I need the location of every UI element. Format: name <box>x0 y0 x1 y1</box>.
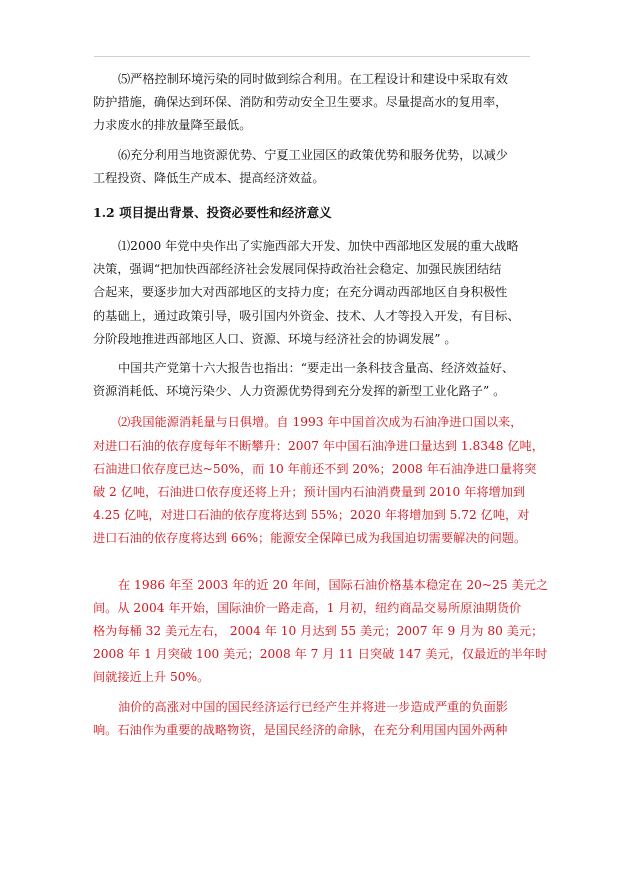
text-line: 资源消耗低、环境污染少、人力资源优势得到充分发挥的新型工业化路子” 。 <box>93 384 506 399</box>
paragraph-western-development <box>93 235 533 351</box>
paragraph-oil-price <box>93 574 549 690</box>
text-line: 油价的高涨对中国的国民经济运行已经产生并将进一步造成严重的负面影 <box>118 699 508 714</box>
text-line: 力求废水的排放量降至最低。 <box>93 118 252 133</box>
text-line: 中国共产党第十六大报告也指出：“要走出一条科技含量高、经济效益好、 <box>118 361 515 376</box>
header-rule <box>94 56 530 57</box>
text-line: 进口石油的依存度将达到 66%；能源安全保障已成为我国迫切需要解决的问题。 <box>93 531 527 546</box>
paragraph-oil-impact <box>93 696 533 742</box>
text-line: 决策，强调“把加快西部经济社会发展同保持政治社会稳定、加强民族团结结 <box>93 262 502 277</box>
text-line: 石油进口依存度已达~50%，而 10 年前还不到 20%；2008 年石油净进口量将突 <box>93 461 537 476</box>
text-line: ⑹充分利用当地资源优势、宁夏工业园区的政策优势和服务优势，以减少 <box>118 147 508 162</box>
paragraph-energy-consumption <box>93 411 544 550</box>
text-line: 破 2 亿吨，石油进口依存度还将上升；预计国内石油消费量到 2010 年将增加到 <box>93 485 526 500</box>
paragraph-sixteenth-congress <box>93 357 533 403</box>
paragraph-pollution-control <box>93 68 533 138</box>
text-line: 工程投资、降低生产成本、提高经济效益。 <box>93 170 325 185</box>
section-heading: 1.2 项目提出背景、投资必要性和经济意义 <box>93 205 332 221</box>
text-line: ⑸严格控制环境污染的同时做到综合利用。在工程设计和建设中采取有效 <box>118 72 508 86</box>
text-line: 4.25 亿吨，对进口石油的依存度将达到 55%；2020 年将增加到 5.72 亿吨，对 <box>93 508 530 523</box>
text-line: ⑵我国能源消耗量与日俱增。自 1993 年中国首次成为石油净进口国以来， <box>118 415 523 430</box>
text-line: 间就接近上升 50%。 <box>93 670 210 685</box>
text-line: ⑴2000 年党中央作出了实施西部大开发、加快中西部地区发展的重大战略 <box>118 239 519 254</box>
text-line: 格为每桶 32 美元左右， 2004 年 10 月达到 55 美元；2007 年 9 月为 80 美元； <box>93 624 544 639</box>
text-line: 合起来，要逐步加大对西部地区的支持力度；在充分调动西部地区自身积极性 <box>93 285 508 300</box>
text-line: 的基础上，通过政策引导，吸引国内外资金、技术、人才等投入开发，有目标、 <box>93 308 520 323</box>
text-line: 对进口石油的依存度每年不断攀升：2007 年中国石油净进口量达到 1.8348 亿吨， <box>93 438 544 453</box>
paragraph-local-advantages <box>93 144 533 190</box>
text-line: 分阶段地推进西部地区人口、资源、环境与经济社会的协调发展” 。 <box>93 331 457 346</box>
text-line: 2008 年 1 月突破 100 美元；2008 年 7 月 11 日突破 147 美元，仅最近的半年时 <box>93 647 548 662</box>
text-line: 在 1986 年至 2003 年的近 20 年间，国际石油价格基本稳定在 20~25 美元之 <box>118 577 549 592</box>
text-line: 防护措施，确保达到环保、消防和劳动安全卫生要求。尽量提高水的复用率， <box>93 95 508 110</box>
text-line: 响。石油作为重要的战略物资，是国民经济的命脉，在充分利用国内国外两种 <box>93 722 508 737</box>
text-line: 间。从 2004 年开始，国际油价一路走高，1 月初，纽约商品交易所原油期货价 <box>93 600 522 615</box>
document-body <box>93 68 549 742</box>
